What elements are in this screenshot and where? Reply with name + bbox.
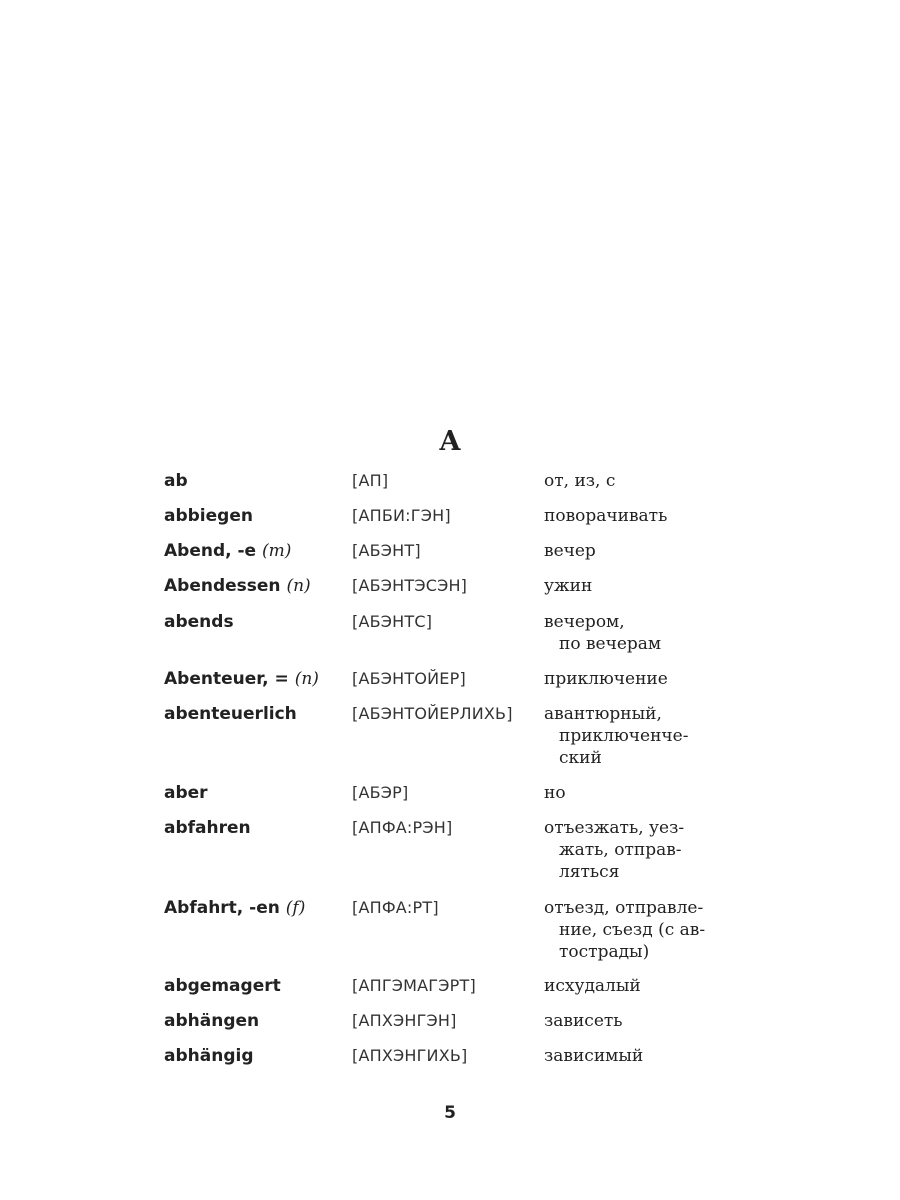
headword-text: Abenteuer, =: [164, 669, 289, 689]
entry-translation: [544, 703, 744, 769]
entry-headword: [164, 470, 349, 492]
entry-translation: [544, 1045, 744, 1067]
translation-line: но: [544, 783, 566, 803]
entry-pronunciation: [АПФА:РЭН]: [352, 818, 453, 837]
headword-text: abfahren: [164, 818, 251, 838]
entry-pronunciation: [АП]: [352, 471, 389, 490]
gender-marker: (m): [262, 541, 292, 561]
headword-text: abbiegen: [164, 506, 253, 526]
translation-line: авантюрный,: [544, 704, 662, 724]
headword-text: abhängen: [164, 1011, 260, 1031]
entry-headword: [164, 1010, 349, 1032]
headword-text: Abfahrt, -en: [164, 898, 280, 918]
headword-text: ab: [164, 471, 188, 491]
entry-translation: [544, 611, 744, 655]
gender-marker: (f): [285, 898, 306, 918]
entry-headword: [164, 782, 349, 804]
entry-headword: [164, 703, 349, 725]
entry-pronunciation: [АПФА:РТ]: [352, 898, 439, 917]
translation-line: приключение: [544, 669, 668, 689]
entry-translation: [544, 782, 744, 804]
page-number: 5: [444, 1103, 456, 1123]
entry-translation: [544, 975, 744, 997]
translation-line: от, из, с: [544, 471, 616, 491]
entry-headword: [164, 668, 349, 690]
entry-pronunciation: [АБЭНТЭСЭН]: [352, 576, 468, 595]
entry-pronunciation: [АБЭНТОЙЕРЛИХЬ]: [352, 704, 513, 723]
translation-line: исхудалый: [544, 976, 641, 996]
entry-translation: [544, 470, 744, 492]
entry-headword: [164, 975, 349, 997]
entry-translation: [544, 817, 744, 883]
translation-line: тострады): [559, 942, 650, 962]
entry-translation: [544, 1010, 744, 1032]
translation-line: приключенче-: [559, 726, 689, 746]
entry-translation: [544, 575, 744, 597]
entry-translation: [544, 668, 744, 690]
translation-line: отъезжать, уез-: [544, 818, 685, 838]
translation-line: поворачивать: [544, 506, 668, 526]
entry-translation: [544, 540, 744, 562]
entry-headword: [164, 611, 349, 633]
entry-translation: [544, 897, 744, 963]
translation-line: ужин: [544, 576, 593, 596]
entry-headword: [164, 897, 349, 919]
entry-headword: [164, 1045, 349, 1067]
translation-line: зависеть: [544, 1011, 623, 1031]
translation-line: по вечерам: [559, 634, 662, 654]
entry-pronunciation: [АБЭР]: [352, 783, 409, 802]
translation-line: ляться: [559, 862, 620, 882]
headword-text: abends: [164, 612, 234, 632]
entry-pronunciation: [АБЭНТ]: [352, 541, 421, 560]
entry-pronunciation: [АБЭНТОЙЕР]: [352, 669, 466, 688]
entry-pronunciation: [АПБИ:ГЭН]: [352, 506, 451, 525]
headword-text: Abendessen: [164, 576, 281, 596]
headword-text: abhängig: [164, 1046, 254, 1066]
translation-line: ский: [559, 748, 602, 768]
headword-text: Abend, -e: [164, 541, 257, 561]
translation-line: ние, съезд (с ав-: [559, 920, 706, 940]
entry-pronunciation: [АПХЭНГЭН]: [352, 1011, 457, 1030]
translation-line: жать, отправ-: [559, 840, 682, 860]
entry-pronunciation: [АПХЭНГИХЬ]: [352, 1046, 468, 1065]
entry-headword: [164, 817, 349, 839]
translation-line: вечером,: [544, 612, 625, 632]
translation-line: вечер: [544, 541, 596, 561]
headword-text: abenteuerlich: [164, 704, 297, 724]
gender-marker: (n): [286, 576, 311, 596]
entry-pronunciation: [АПГЭМАГЭРТ]: [352, 976, 476, 995]
entry-headword: [164, 540, 349, 562]
entry-translation: [544, 505, 744, 527]
section-letter: A: [439, 426, 461, 457]
gender-marker: (n): [294, 669, 319, 689]
entry-headword: [164, 575, 349, 597]
entry-pronunciation: [АБЭНТС]: [352, 612, 433, 631]
entry-headword: [164, 505, 349, 527]
translation-line: отъезд, отправле-: [544, 898, 704, 918]
headword-text: aber: [164, 783, 208, 803]
translation-line: зависимый: [544, 1046, 644, 1066]
headword-text: abgemagert: [164, 976, 281, 996]
